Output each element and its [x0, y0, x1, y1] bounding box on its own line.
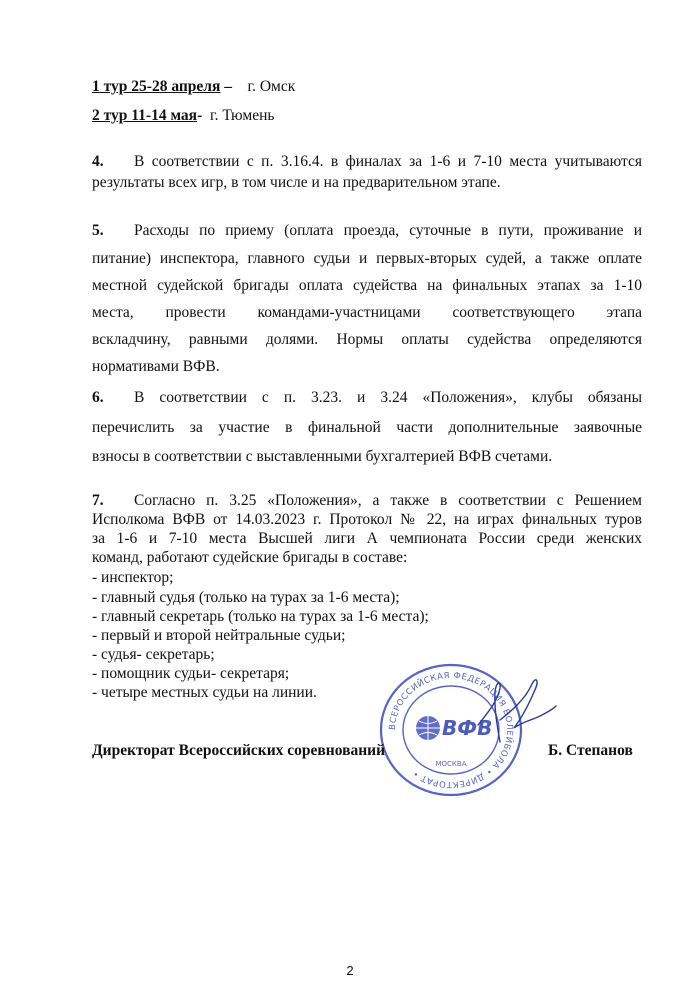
signature-organization: Директорат Всероссийских соревнований — [92, 742, 385, 759]
page-number: 2 — [346, 963, 354, 978]
stamp-ring-text: ВСЕРОССИЙСКАЯ ФЕДЕРАЦИЯ ВОЛЕЙБОЛА • ДИРЕКТОРАТ • — [387, 670, 515, 790]
item-5-line-6 — [92, 358, 642, 376]
item-text: питание) инспектора, главного судьи и первых-вторых судей, а также оплате — [92, 250, 642, 267]
item-text: места, провести командами-участницами соответствующего этапа — [92, 304, 642, 321]
item-text: вскладчину, равными долями. Нормы оплаты судейства определяются — [92, 331, 642, 348]
item-text: Согласно п. 3.25 «Положения», а также в соответствии с Решением — [134, 492, 642, 509]
item-7-line-2 — [92, 511, 642, 529]
list-item: - четыре местных судьи на линии. — [92, 684, 317, 701]
item-4-line-1 — [92, 153, 642, 171]
stamp-city: МОСКВА — [435, 760, 467, 768]
item-number: 4. — [92, 153, 104, 170]
stamp-logo-text: ВФВ — [442, 716, 493, 740]
item-6-line-1 — [92, 389, 642, 407]
list-item: - инспектор; — [92, 569, 174, 586]
item-text: за 1-6 и 7-10 места Высшей лиги А чемпионата России среди женских — [92, 530, 642, 547]
item-7-line-3 — [92, 530, 642, 548]
tour-city: г. Тюмень — [209, 107, 275, 124]
item-5-line-5 — [92, 331, 642, 349]
item-text: В соответствии с п. 3.23. и 3.24 «Положения», клубы обязаны — [134, 389, 642, 406]
tour-label: 2 тур 11-14 мая — [92, 107, 198, 124]
item-5-line-1 — [92, 222, 642, 240]
item-text: нормативами ВФВ. — [92, 358, 220, 375]
list-item: - главный секретарь (только на турах за 1-6 места); — [92, 608, 429, 625]
item-7-line-4 — [92, 549, 642, 567]
tour-line-1 — [92, 78, 295, 96]
handwritten-signature — [470, 670, 560, 760]
list-item: - главный судья (только на турах за 1-6 места); — [92, 589, 400, 606]
item-text: Расходы по приему (оплата проезда, суточные в пути, проживание и — [134, 222, 642, 239]
tour-label: 1 тур 25-28 апреля — [92, 78, 221, 95]
list-item: - судья- секретарь; — [92, 646, 215, 663]
signature-name: Б. Степанов — [548, 742, 633, 759]
item-text: взносы в соответствии с выставленными бухгалтерией ВФВ счетами. — [92, 448, 553, 465]
item-text: Исполкома ВФВ от 14.03.2023 г. Протокол № 22, на играх финальных туров — [92, 511, 642, 528]
list-item: - помощник судьи- секретаря; — [92, 665, 290, 682]
item-number: 5. — [92, 222, 104, 239]
item-text: результаты всех игр, в том числе и на предварительном этапе. — [92, 174, 501, 191]
tour-separator: – — [220, 78, 232, 95]
item-text: В соответствии с п. 3.16.4. в финалах за 1-6 и 7-10 места учитываются — [134, 153, 642, 170]
item-text: перечислить за участие в финальной части дополнительные заявочные — [92, 419, 642, 436]
item-5-line-4 — [92, 304, 642, 322]
item-text: команд, работают судейские бригады в составе: — [92, 549, 408, 566]
item-7-line-1 — [92, 492, 642, 510]
item-number: 6. — [92, 389, 104, 406]
item-6-line-2 — [92, 419, 642, 437]
item-5-line-2 — [92, 250, 642, 268]
item-5-line-3 — [92, 277, 642, 295]
list-item: - первый и второй нейтральные судьи; — [92, 627, 346, 644]
item-text: местной судейской бригады оплата судейства на финальных этапах за 1-10 — [92, 277, 642, 294]
item-number: 7. — [92, 492, 104, 509]
tour-separator: - — [197, 107, 203, 124]
tour-city: г. Омск — [247, 78, 296, 95]
item-4-line-2 — [92, 174, 642, 192]
item-6-line-3 — [92, 448, 642, 466]
tour-line-2 — [92, 107, 274, 125]
